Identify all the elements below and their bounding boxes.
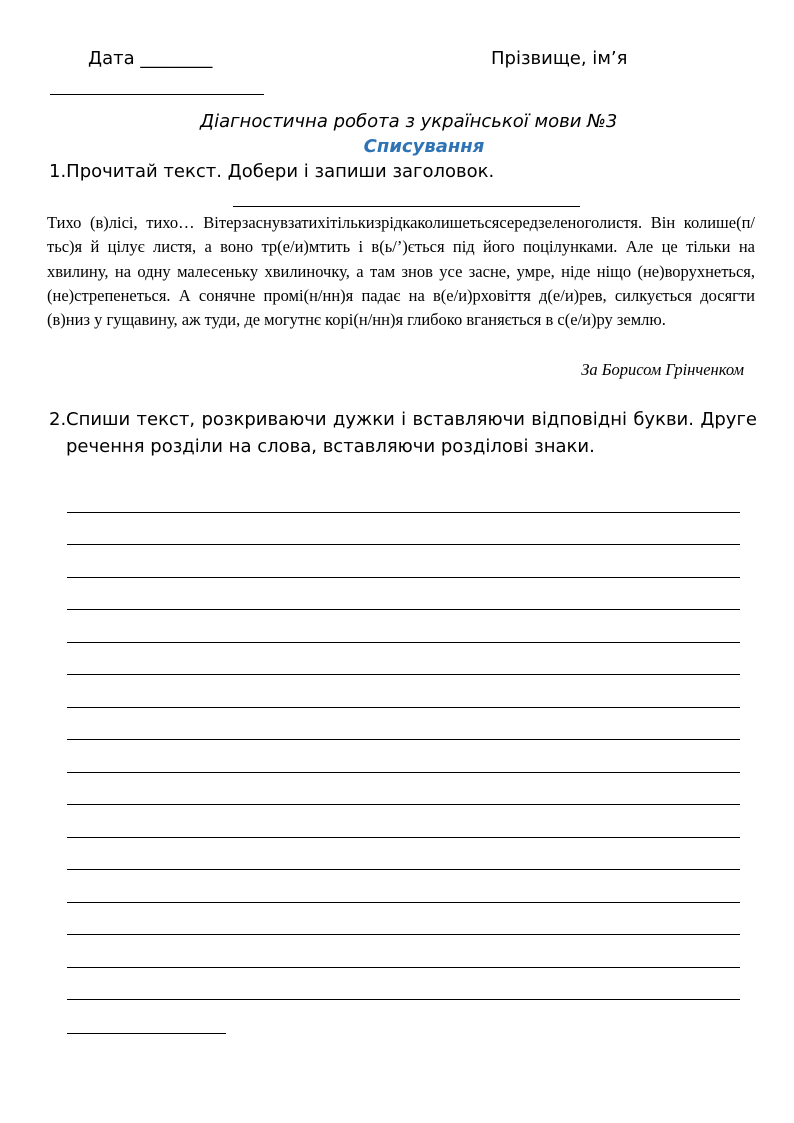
writing-line[interactable] (67, 643, 740, 676)
writing-line[interactable] (67, 480, 740, 513)
writing-line[interactable] (67, 838, 740, 871)
writing-line[interactable] (67, 870, 740, 903)
name-answer-line[interactable] (50, 94, 264, 95)
passage-author: За Борисом Грінченком (581, 360, 744, 379)
writing-line-final[interactable] (67, 1033, 226, 1034)
writing-line[interactable] (67, 805, 740, 838)
writing-line[interactable] (67, 545, 740, 578)
document-subtitle: Списування (363, 136, 485, 157)
writing-line[interactable] (67, 740, 740, 773)
writing-line[interactable] (67, 675, 740, 708)
writing-line[interactable] (67, 513, 740, 546)
writing-line[interactable] (67, 903, 740, 936)
writing-line[interactable] (67, 935, 740, 968)
writing-line[interactable] (67, 610, 740, 643)
task-2-text: Спиши текст, розкриваючи дужки і вставляючи відповідні букви. Друге речення розділи на слова, вставляючи розділові знаки. (66, 409, 757, 457)
passage-text: Тихо (в)лісі, тихо… Вітерзаснувзатихітількизрідкаколишетьсясередзеленоголистя. Він колише(п/тьс)я й цілує листя, а воно тр(е/и)мтить і в(ь/’)ється під його поцілунками. Але це тільки на хвилину, на одну малесеньку хвилиночку, а там знов усе засне, умре, ніде ніщо (не)ворухнеться, (не)стрепенеться. А сонячне промі(н/нн)я падає на в(е/и)рховіття д(е/и)рев, силкується досягти (в)низ у гущавину, аж туди, де могутнє корі(н/нн)я глибоко вганяється в с(е/и)ру землю. (47, 213, 755, 330)
writing-line[interactable] (67, 773, 740, 806)
date-label: Дата ________ (88, 48, 213, 69)
document-title: Діагностична робота з української мови №3 (200, 111, 618, 132)
task-1-instruction: 1.Прочитай текст. Добери і запиши заголовок. (49, 161, 495, 182)
name-label: Прізвище, ім’я (491, 48, 628, 69)
heading-answer-line[interactable] (233, 206, 580, 207)
writing-line[interactable] (67, 968, 740, 1001)
writing-lines[interactable] (67, 480, 740, 1000)
reading-passage (47, 211, 755, 332)
writing-line[interactable] (67, 578, 740, 611)
task-2-number: 2. (49, 409, 67, 430)
task-2-instruction (49, 406, 757, 460)
writing-line[interactable] (67, 708, 740, 741)
